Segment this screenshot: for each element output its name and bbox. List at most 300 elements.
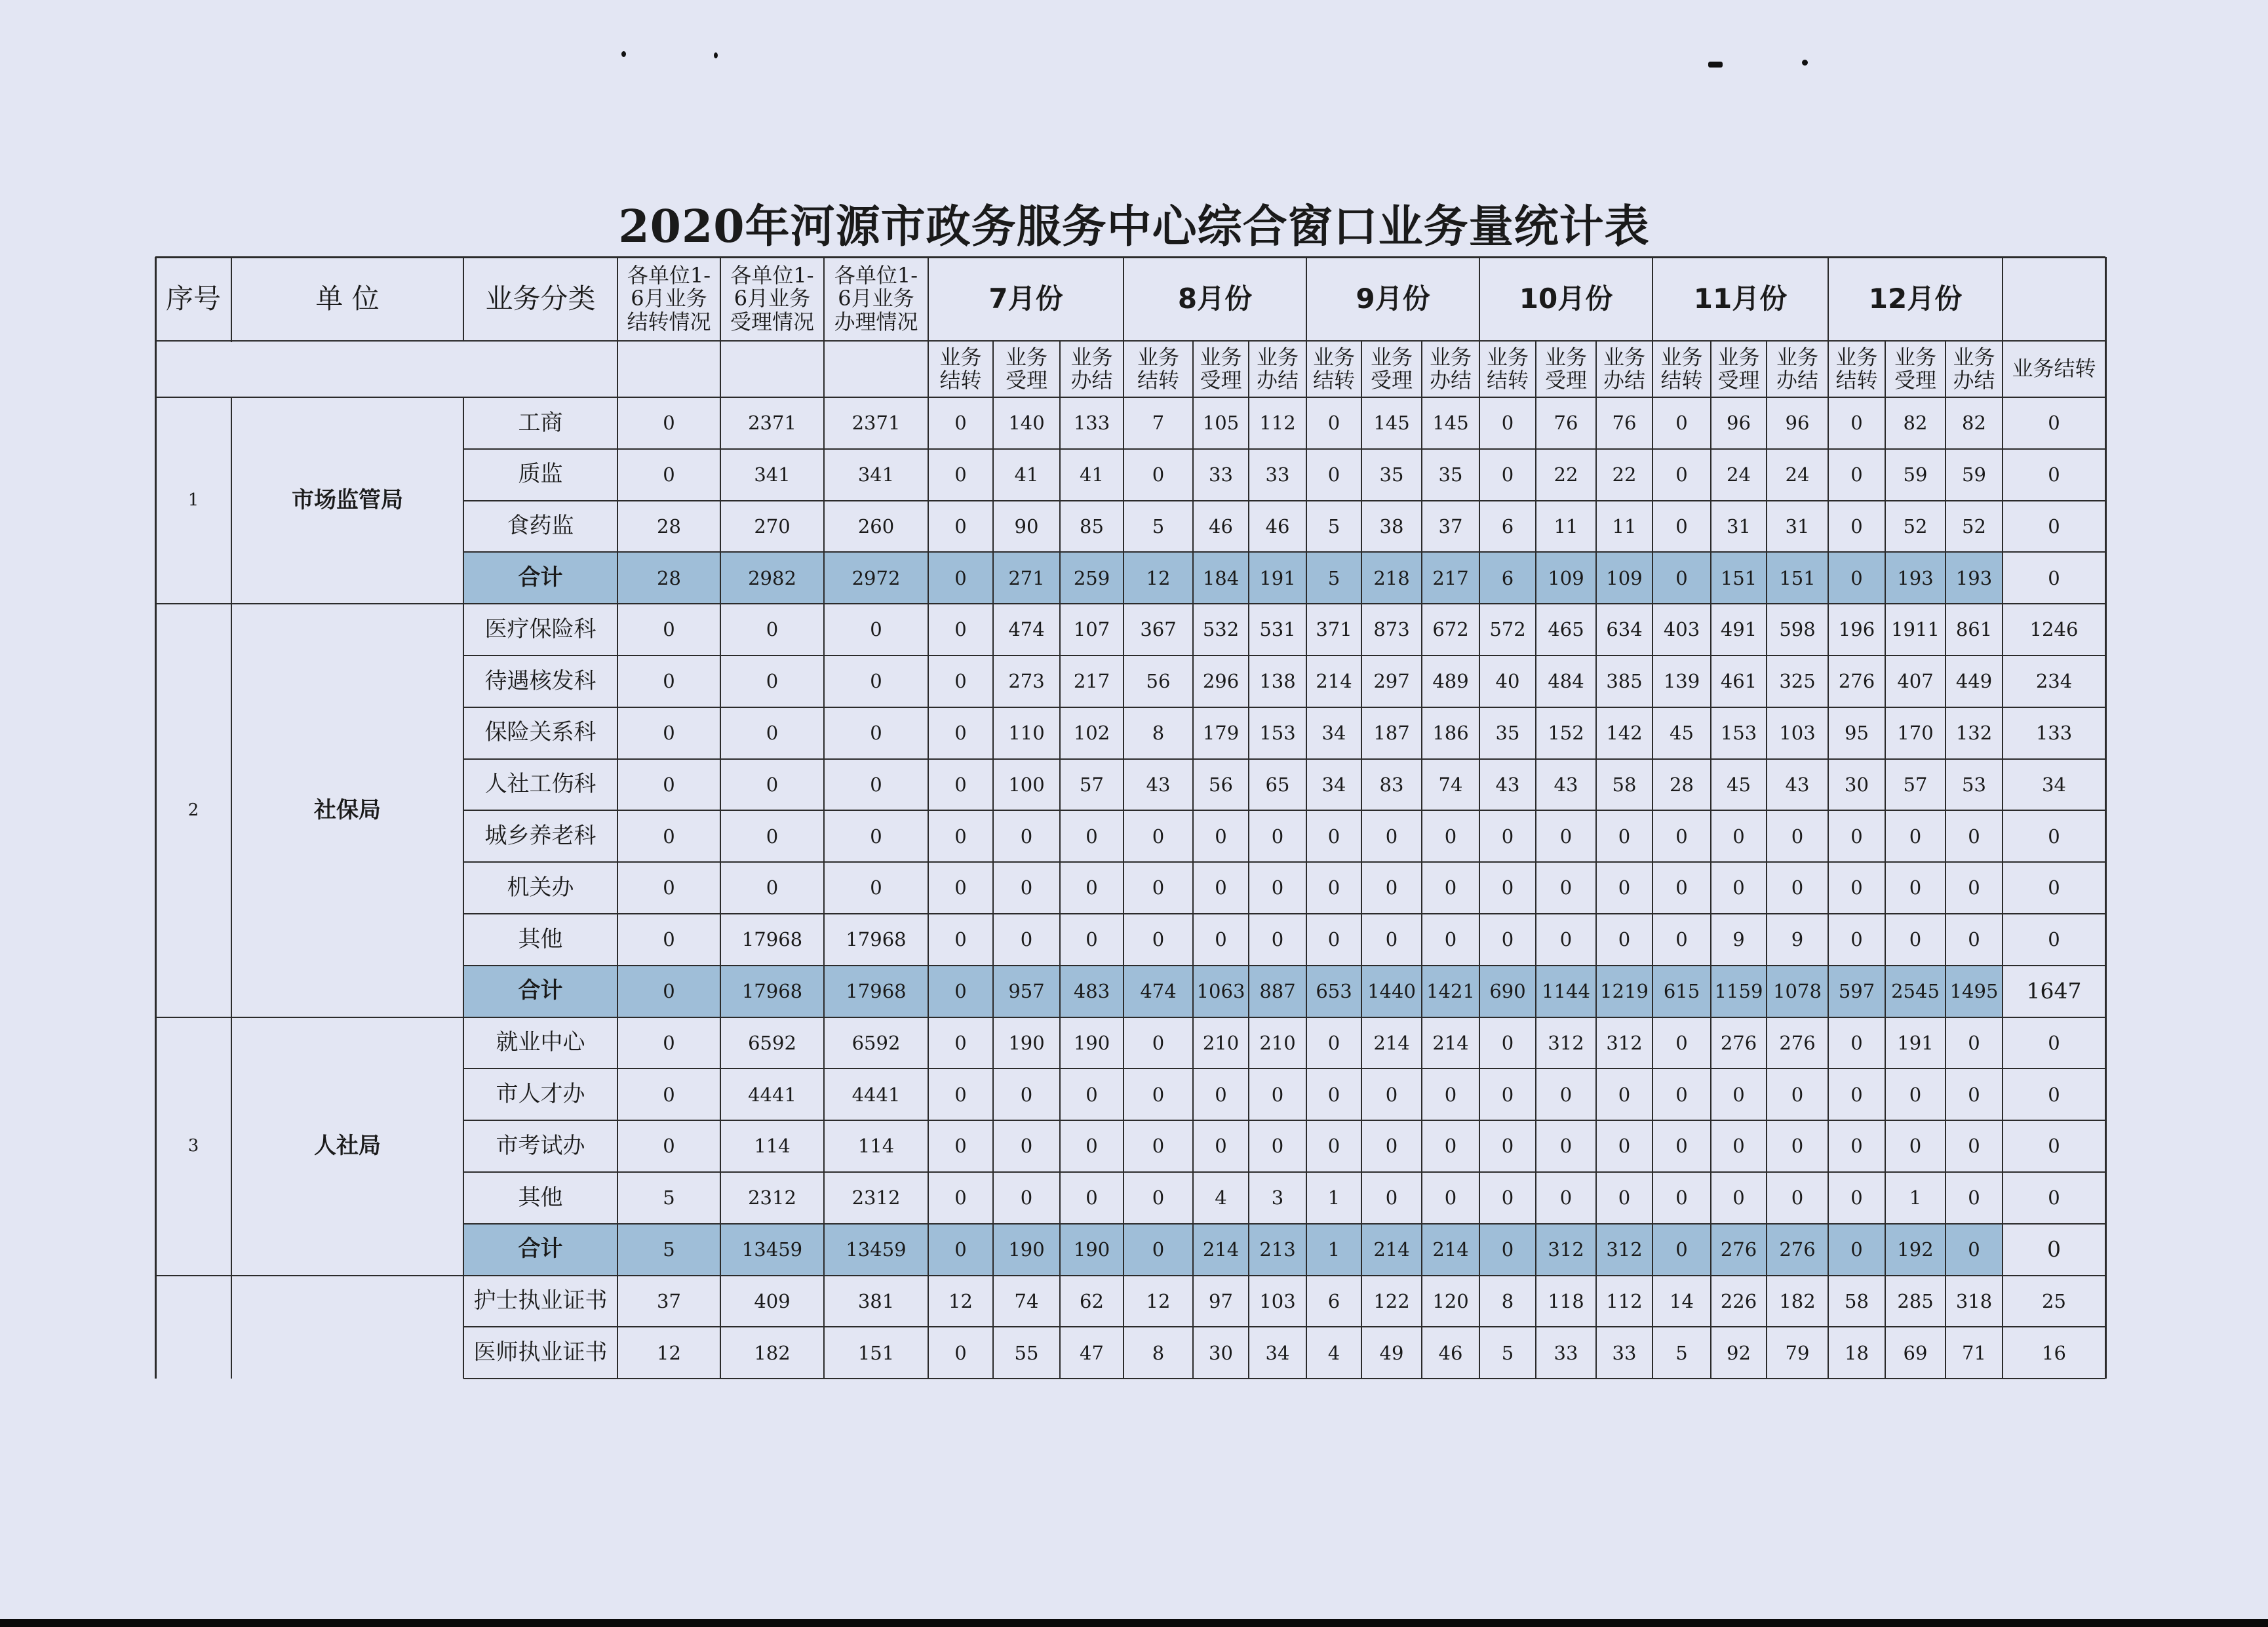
value-cell: 58 (1612, 773, 1637, 796)
value-cell: 31 (1727, 515, 1751, 538)
value-cell: 276 (1720, 1031, 1757, 1054)
value-cell: 186 (1432, 721, 1469, 744)
subtotal-value: 483 (1073, 979, 1110, 1002)
subtotal-value: 13459 (741, 1238, 803, 1261)
value-cell: 0 (1085, 1135, 1098, 1158)
category-cell: 机关办 (507, 874, 574, 901)
value-cell: 0 (1559, 1186, 1573, 1209)
value-cell: 11 (1554, 515, 1578, 538)
subtotal-value: 213 (1259, 1238, 1296, 1261)
value-cell: 312 (1548, 1031, 1584, 1054)
value-cell: 873 (1373, 618, 1410, 641)
grid-line (1595, 341, 1597, 1379)
header-seq: 序号 (165, 282, 221, 315)
value-cell: 190 (1073, 1031, 1110, 1054)
grid-line (463, 500, 2105, 501)
value-cell: 0 (1327, 825, 1340, 848)
value-cell: 341 (754, 463, 791, 486)
grid-line (1710, 341, 1711, 1379)
value-cell: 0 (1020, 825, 1033, 848)
value-cell: 8 (1152, 721, 1165, 744)
value-cell: 107 (1073, 618, 1110, 641)
value-cell: 0 (2048, 1031, 2060, 1054)
value-cell: 0 (663, 463, 675, 486)
value-cell: 57 (1903, 773, 1928, 796)
subtotal-value: 276 (1720, 1238, 1757, 1261)
header-sub-carry: 业务 结转 (939, 344, 982, 393)
value-cell: 0 (1732, 1083, 1745, 1106)
grid-line (155, 1275, 2105, 1276)
value-cell: 0 (954, 876, 967, 899)
header-sub-accept: 业务 受理 (1370, 344, 1413, 393)
grid-line (1535, 341, 1536, 1379)
value-cell: 18 (1845, 1341, 1869, 1364)
grid-line (1248, 341, 1249, 1379)
header-month: 9月份 (1356, 282, 1430, 315)
value-cell: 572 (1489, 618, 1526, 641)
value-cell: 5 (1501, 1341, 1514, 1364)
value-cell: 381 (857, 1289, 895, 1312)
value-cell: 4 (1215, 1186, 1227, 1209)
value-cell: 0 (954, 515, 967, 538)
header-h1-done: 各单位1- 6月业务 办理情况 (834, 263, 918, 334)
value-cell: 2371 (748, 412, 796, 435)
subtotal-value: 957 (1008, 979, 1045, 1002)
value-cell: 11 (1612, 515, 1637, 538)
value-cell: 4 (1327, 1341, 1340, 1364)
value-cell: 4441 (851, 1083, 901, 1106)
value-cell: 170 (1897, 721, 1934, 744)
value-cell: 0 (2048, 825, 2060, 848)
grid-line (155, 257, 157, 1379)
value-cell: 0 (663, 928, 675, 951)
value-cell: 0 (1152, 1031, 1165, 1054)
value-cell: 179 (1202, 721, 1240, 744)
subtotal-value: 193 (1897, 566, 1934, 589)
value-cell: 0 (1791, 1186, 1804, 1209)
value-cell: 100 (1008, 773, 1045, 796)
grid-line (463, 1326, 2105, 1327)
value-cell: 41 (1014, 463, 1039, 486)
value-cell: 449 (1955, 670, 1993, 693)
value-cell: 41 (1080, 463, 1104, 486)
header-sub-done: 业务 办结 (1429, 344, 1472, 393)
value-cell: 0 (1501, 825, 1514, 848)
grid-line (1361, 341, 1362, 1379)
subtotal-label: 合计 (518, 1236, 563, 1263)
value-cell: 0 (1850, 463, 1863, 486)
value-cell: 0 (1444, 1083, 1457, 1106)
subtotal-value: 0 (663, 979, 675, 1002)
value-cell: 0 (954, 618, 967, 641)
header-month: 8月份 (1177, 282, 1253, 315)
value-cell: 0 (1385, 1186, 1398, 1209)
value-cell: 0 (954, 721, 967, 744)
group-unit: 人社局 (314, 1132, 381, 1159)
value-cell: 0 (1152, 876, 1165, 899)
value-cell: 0 (1850, 515, 1863, 538)
value-cell: 0 (1618, 876, 1631, 899)
value-cell: 0 (1618, 928, 1631, 951)
value-cell: 2312 (748, 1186, 796, 1209)
grid-line (463, 758, 2105, 760)
subtotal-value: 193 (1955, 566, 1993, 589)
grid-line (1123, 257, 1124, 1379)
group-unit: 市场监管局 (292, 486, 403, 513)
value-cell: 0 (1444, 1135, 1457, 1158)
value-cell: 8 (1152, 1341, 1165, 1364)
header-blank-band (157, 342, 617, 397)
value-cell: 0 (1618, 1135, 1631, 1158)
grid-line (463, 1120, 2105, 1121)
value-cell: 0 (1559, 876, 1573, 899)
value-cell: 403 (1663, 618, 1700, 641)
value-cell: 17968 (741, 928, 803, 951)
header-sub-carry: 业务 结转 (1835, 344, 1878, 393)
value-cell: 0 (663, 618, 675, 641)
value-cell: 133 (1073, 412, 1110, 435)
grid-line (617, 257, 618, 1379)
header-sub-carry: 业务 结转 (1312, 344, 1355, 393)
value-cell: 234 (2035, 670, 2073, 693)
value-cell: 0 (1327, 1083, 1340, 1106)
value-cell: 1246 (2029, 618, 2079, 641)
value-cell: 37 (657, 1289, 681, 1312)
subtotal-value: 0 (1675, 566, 1688, 589)
value-cell: 0 (2048, 1186, 2060, 1209)
grid-line (1306, 257, 1307, 1379)
value-cell: 0 (766, 876, 779, 899)
value-cell: 153 (1720, 721, 1757, 744)
value-cell: 114 (857, 1135, 895, 1158)
value-cell: 0 (663, 721, 675, 744)
value-cell: 0 (1215, 1135, 1227, 1158)
value-cell: 0 (663, 412, 675, 435)
subtotal-value: 109 (1548, 566, 1584, 589)
header-month: 7月份 (988, 282, 1063, 315)
value-cell: 285 (1897, 1289, 1934, 1312)
subtotal-value: 271 (1008, 566, 1045, 589)
grid-line (1945, 341, 1946, 1379)
value-cell: 474 (1008, 618, 1045, 641)
subtotal-value: 0 (1675, 1238, 1688, 1261)
value-cell: 52 (1962, 515, 1986, 538)
value-cell: 0 (1327, 463, 1340, 486)
category-cell: 护士执业证书 (473, 1287, 608, 1314)
value-cell: 634 (1606, 618, 1643, 641)
value-cell: 103 (1779, 721, 1816, 744)
value-cell: 74 (1014, 1289, 1039, 1312)
value-cell: 69 (1903, 1341, 1928, 1364)
value-cell: 0 (2048, 463, 2060, 486)
value-cell: 96 (1785, 412, 1810, 435)
value-cell: 33 (1612, 1341, 1637, 1364)
subtotal-value: 276 (1779, 1238, 1816, 1261)
value-cell: 0 (1501, 928, 1514, 951)
value-cell: 0 (1675, 928, 1688, 951)
value-cell: 12 (948, 1289, 973, 1312)
value-cell: 0 (870, 773, 882, 796)
grid-line (1652, 257, 1653, 1379)
value-cell: 0 (663, 1135, 675, 1158)
header-sub-accept: 业务 受理 (1544, 344, 1587, 393)
category-cell: 医疗保险科 (484, 616, 596, 642)
value-cell: 296 (1202, 670, 1240, 693)
value-cell: 1911 (1891, 618, 1940, 641)
header-sub-done: 业务 办结 (1776, 344, 1818, 393)
value-cell: 43 (1146, 773, 1171, 796)
subtotal-value: 13459 (846, 1238, 907, 1261)
value-cell: 0 (1501, 1135, 1514, 1158)
value-cell: 0 (663, 1083, 675, 1106)
value-cell: 33 (1209, 463, 1233, 486)
value-cell: 105 (1202, 412, 1240, 435)
value-cell: 0 (1968, 1135, 1980, 1158)
value-cell: 35 (1495, 721, 1520, 744)
value-cell: 0 (1444, 825, 1457, 848)
value-cell: 145 (1432, 412, 1469, 435)
value-cell: 0 (1732, 876, 1745, 899)
grid-line (155, 256, 2105, 258)
value-cell: 0 (1085, 876, 1098, 899)
value-cell: 0 (1271, 876, 1284, 899)
value-cell: 491 (1720, 618, 1757, 641)
value-cell: 43 (1554, 773, 1578, 796)
grid-line (2105, 257, 2107, 1379)
value-cell: 371 (1316, 618, 1352, 641)
subtotal-value: 0 (954, 1238, 967, 1261)
grid-line (720, 257, 721, 1379)
value-cell: 217 (1073, 670, 1110, 693)
subtotal-value: 1219 (1600, 979, 1649, 1002)
value-cell: 214 (1432, 1031, 1469, 1054)
header-h1-carry: 各单位1- 6月业务 结转情况 (627, 263, 711, 334)
subtotal-value: 887 (1259, 979, 1296, 1002)
value-cell: 341 (857, 463, 895, 486)
value-cell: 5 (1675, 1341, 1688, 1364)
value-cell: 0 (663, 825, 675, 848)
value-cell: 276 (1779, 1031, 1816, 1054)
subtotal-value: 0 (1501, 1238, 1514, 1261)
value-cell: 14 (1670, 1289, 1694, 1312)
value-cell: 2371 (851, 412, 901, 435)
value-cell: 0 (1215, 1083, 1227, 1106)
grid-line (1828, 257, 1829, 1379)
header-final-carry: 业务结转 (2012, 356, 2096, 382)
subtotal-value: 1440 (1367, 979, 1416, 1002)
value-cell: 6592 (748, 1031, 796, 1054)
value-cell: 0 (1020, 1186, 1033, 1209)
value-cell: 6 (1327, 1289, 1340, 1312)
value-cell: 0 (1732, 1186, 1745, 1209)
value-cell: 138 (1259, 670, 1296, 693)
value-cell: 38 (1379, 515, 1404, 538)
subtotal-value: 312 (1548, 1238, 1584, 1261)
value-cell: 34 (1265, 1341, 1290, 1364)
value-cell: 142 (1606, 721, 1643, 744)
value-cell: 76 (1554, 412, 1578, 435)
grid-line (992, 341, 994, 1379)
value-cell: 0 (1732, 1135, 1745, 1158)
value-cell: 7 (1152, 412, 1165, 435)
subtotal-value: 190 (1008, 1238, 1045, 1261)
grid-line (463, 707, 2105, 708)
subtotal-value: 190 (1073, 1238, 1110, 1261)
category-cell: 食药监 (507, 513, 574, 539)
subtotal-value: 17968 (741, 979, 803, 1002)
value-cell: 0 (1385, 1083, 1398, 1106)
value-cell: 0 (1152, 928, 1165, 951)
value-cell: 190 (1008, 1031, 1045, 1054)
value-cell: 531 (1259, 618, 1296, 641)
subtotal-value: 214 (1432, 1238, 1469, 1261)
grid-line (463, 448, 2105, 450)
value-cell: 0 (1850, 1031, 1863, 1054)
value-cell: 0 (2048, 876, 2060, 899)
value-cell: 461 (1720, 670, 1757, 693)
grid-line (1421, 341, 1422, 1379)
grid-line (1059, 341, 1061, 1379)
value-cell: 318 (1955, 1289, 1993, 1312)
value-cell: 0 (1618, 1186, 1631, 1209)
value-cell: 33 (1265, 463, 1290, 486)
value-cell: 0 (954, 1341, 967, 1364)
subtotal-value: 214 (1202, 1238, 1240, 1261)
value-cell: 9 (1791, 928, 1804, 951)
value-cell: 85 (1080, 515, 1104, 538)
subtotal-value: 1 (1327, 1238, 1340, 1261)
category-cell: 城乡养老科 (484, 822, 596, 849)
value-cell: 56 (1209, 773, 1233, 796)
group-seq: 2 (187, 800, 199, 820)
value-cell: 489 (1432, 670, 1469, 693)
value-cell: 0 (1271, 1135, 1284, 1158)
subtotal-value: 2545 (1891, 979, 1940, 1002)
value-cell: 139 (1663, 670, 1700, 693)
value-cell: 0 (663, 876, 675, 899)
subtotal-value: 12 (1146, 566, 1171, 589)
grid-line (463, 1068, 2105, 1069)
value-cell: 145 (1373, 412, 1410, 435)
subtotal-value: 151 (1779, 566, 1816, 589)
value-cell: 0 (1271, 928, 1284, 951)
subtotal-value: 597 (1838, 979, 1875, 1002)
value-cell: 133 (2035, 721, 2073, 744)
value-cell: 0 (1215, 825, 1227, 848)
value-cell: 59 (1962, 463, 1986, 486)
value-cell: 0 (1675, 1031, 1688, 1054)
value-cell: 0 (1909, 928, 1922, 951)
header-unit: 单 位 (315, 282, 380, 315)
value-cell: 118 (1548, 1289, 1584, 1312)
grid-line (463, 397, 464, 1379)
value-cell: 0 (1968, 876, 1980, 899)
header-sub-done: 业务 办结 (1256, 344, 1299, 393)
value-cell: 0 (1444, 876, 1457, 899)
value-cell: 5 (1327, 515, 1340, 538)
value-cell: 3 (1271, 1186, 1284, 1209)
category-cell: 保险关系科 (484, 719, 596, 746)
value-cell: 65 (1265, 773, 1290, 796)
value-cell: 2312 (851, 1186, 901, 1209)
value-cell: 0 (1327, 928, 1340, 951)
value-cell: 0 (2048, 1083, 2060, 1106)
value-cell: 0 (954, 1186, 967, 1209)
category-cell: 待遇核发科 (484, 667, 596, 694)
value-cell: 122 (1373, 1289, 1410, 1312)
value-cell: 0 (1850, 876, 1863, 899)
value-cell: 0 (870, 825, 882, 848)
value-cell: 0 (1850, 1186, 1863, 1209)
value-cell: 0 (766, 670, 779, 693)
value-cell: 0 (954, 412, 967, 435)
value-cell: 0 (1559, 928, 1573, 951)
value-cell: 0 (1444, 928, 1457, 951)
value-cell: 103 (1259, 1289, 1296, 1312)
subtotal-value: 0 (1850, 566, 1863, 589)
value-cell: 0 (954, 463, 967, 486)
grid-line (463, 913, 2105, 914)
value-cell: 28 (1670, 773, 1694, 796)
value-cell: 312 (1606, 1031, 1643, 1054)
value-cell: 25 (2042, 1289, 2066, 1312)
subtotal-value: 1647 (2026, 977, 2082, 1004)
value-cell: 0 (954, 1031, 967, 1054)
subtotal-value: 191 (1259, 566, 1296, 589)
value-cell: 0 (1327, 412, 1340, 435)
value-cell: 325 (1779, 670, 1816, 693)
value-cell: 0 (1020, 928, 1033, 951)
value-cell: 151 (857, 1341, 895, 1364)
value-cell: 0 (1215, 928, 1227, 951)
value-cell: 35 (1379, 463, 1404, 486)
subtotal-value: 1063 (1196, 979, 1245, 1002)
value-cell: 0 (1559, 1135, 1573, 1158)
subtotal-value: 474 (1140, 979, 1177, 1002)
value-cell: 114 (754, 1135, 791, 1158)
value-cell: 0 (1732, 825, 1745, 848)
value-cell: 0 (954, 1135, 967, 1158)
subtotal-value: 217 (1432, 566, 1469, 589)
value-cell: 0 (1850, 412, 1863, 435)
value-cell: 46 (1209, 515, 1233, 538)
value-cell: 0 (1909, 1083, 1922, 1106)
value-cell: 57 (1080, 773, 1104, 796)
value-cell: 0 (1385, 825, 1398, 848)
subtotal-value: 1495 (1949, 979, 1999, 1002)
subtotal-value: 312 (1606, 1238, 1643, 1261)
value-cell: 0 (1085, 1083, 1098, 1106)
category-cell: 其他 (518, 926, 563, 952)
value-cell: 0 (663, 670, 675, 693)
grid-line (463, 655, 2105, 656)
value-cell: 8 (1501, 1289, 1514, 1312)
value-cell: 0 (954, 670, 967, 693)
subtotal-value: 0 (954, 979, 967, 1002)
value-cell: 0 (1327, 1135, 1340, 1158)
grid-line (928, 257, 929, 1379)
value-cell: 74 (1438, 773, 1463, 796)
grid-line (463, 1223, 2105, 1225)
value-cell: 210 (1202, 1031, 1240, 1054)
value-cell: 55 (1014, 1341, 1039, 1364)
value-cell: 92 (1727, 1341, 1751, 1364)
value-cell: 0 (1501, 1083, 1514, 1106)
value-cell: 24 (1727, 463, 1751, 486)
grid-line (463, 1171, 2105, 1173)
value-cell: 1 (1909, 1186, 1922, 1209)
value-cell: 6 (1501, 515, 1514, 538)
